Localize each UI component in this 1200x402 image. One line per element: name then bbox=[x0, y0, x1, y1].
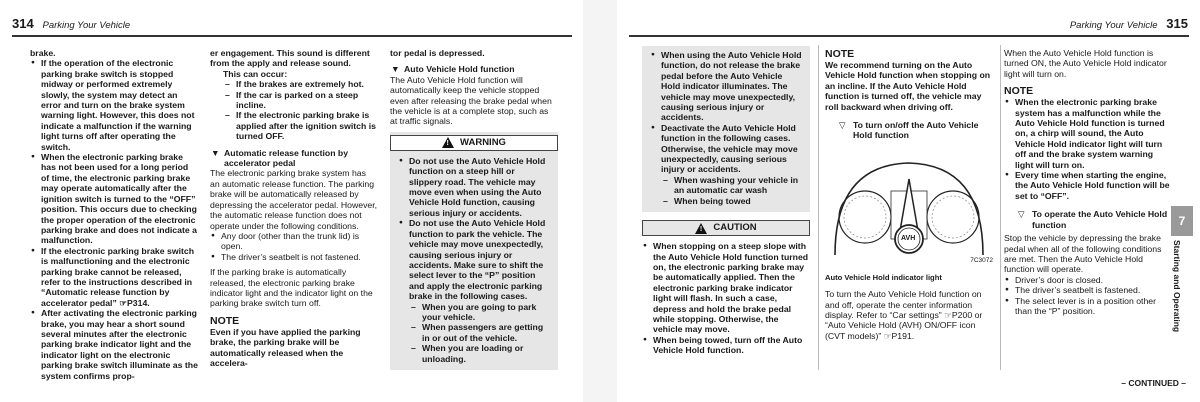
avh-indicator-label: AVH bbox=[901, 234, 916, 242]
paragraph: To turn the Auto Vehicle Hold function on and off, operate the center information display. Refer to “Car settings” ☞P200 or “Auto Vehicle Hold (AVH) ON/OFF icon (CVT models)” ☞P191. bbox=[825, 289, 983, 341]
triangle-down-icon: ▼ bbox=[211, 147, 220, 158]
list-item: ● When the electronic parking brake system has a malfunction while the Auto Vehicle Hold function is turned on, a chirp will sound, the Auto Vehicle Hold indicator light will turn off and the brake system warning light will turn on. bbox=[1004, 97, 1172, 170]
list-item: ● When being towed, turn off the Auto Vehicle Hold function. bbox=[642, 335, 810, 356]
list-item: ● When stopping on a steep slope with the Auto Vehicle Hold function turned on, the electronic parking brake may be automatically applied. Then the electronic parking brake indicator light will flash. In such a case, depress and hold the brake pedal while stopping. Otherwise, the vehicle may move. bbox=[642, 241, 810, 335]
subheading-text: To turn on/off the Auto Vehicle Hold function bbox=[853, 120, 979, 141]
list-item: ● After activating the electronic parking brake, you may hear a short sound several minutes after the electronic parking brake indicator light and the indicator light on the electronic parking brake switch illuminate as the system confirms prop- bbox=[30, 308, 198, 381]
section-tab: 7 bbox=[1171, 206, 1193, 236]
right-col-1 bbox=[642, 46, 810, 356]
caution-title: CAUTION bbox=[713, 221, 757, 233]
lead-text: er engagement. This sound is different from the apply and release sound. bbox=[210, 48, 370, 69]
list-item: – If the car is parked on a steep incline. bbox=[222, 90, 378, 111]
list-item: ● If the operation of the electronic parking brake switch is stopped midway or performed extremely slowly, the system may detect an error and turn on the brake system warning light. However, this does not indicate a malfunction if the warning light turns off after operating the switch. bbox=[30, 58, 198, 152]
page-number: 315 bbox=[1166, 16, 1188, 31]
list-item: ● When using the Auto Vehicle Hold function, do not release the brake pedal before the Auto Vehicle Hold indicator illuminates. The vehicle may move unexpectedly, causing serious injury or accidents. bbox=[650, 50, 802, 123]
lead-text: When the Auto Vehicle Hold function is turned ON, the Auto Vehicle Hold indicator light will turn on. bbox=[1004, 48, 1167, 79]
list-item: – When you are going to park your vehicle. bbox=[408, 302, 550, 323]
column-divider bbox=[1000, 45, 1001, 370]
subheading-text: To operate the Auto Vehicle Hold function bbox=[1032, 209, 1168, 230]
list-item: ● The select lever is in a position other than the “P” position. bbox=[1004, 296, 1172, 317]
subheading bbox=[839, 120, 995, 141]
triangle-down-icon: ▼ bbox=[391, 64, 400, 75]
occur-label: This can occur: bbox=[223, 68, 288, 79]
page-gutter bbox=[583, 0, 617, 402]
page-title: Parking Your Vehicle bbox=[42, 20, 131, 31]
section-heading bbox=[390, 64, 558, 74]
right-page bbox=[617, 0, 1200, 402]
paragraph: If the parking brake is automatically released, the electronic parking brake indicator light and the indicator light on the parking brake switch turn off. bbox=[210, 267, 373, 309]
list-item: – When you are loading or unloading. bbox=[408, 343, 550, 364]
list-item: – If the electronic parking brake is applied after the ignition switch is turned OFF. bbox=[222, 110, 378, 141]
list-item: – When washing your vehicle in an automatic car wash bbox=[660, 175, 802, 196]
heading-text: Auto Vehicle Hold function bbox=[404, 64, 515, 75]
header-rule bbox=[629, 35, 1189, 37]
right-col-3 bbox=[1004, 48, 1172, 316]
triangle-outline-icon: ▽ bbox=[839, 120, 846, 131]
lead-text: brake. bbox=[30, 48, 56, 58]
triangle-outline-icon: ▽ bbox=[1018, 209, 1025, 220]
header-rule bbox=[12, 35, 572, 37]
right-page-header bbox=[1070, 16, 1188, 32]
list-item: ● The driver’s seatbelt is fastened. bbox=[1004, 285, 1172, 295]
section-label-text: Starting and Operating bbox=[1172, 240, 1182, 333]
column-divider bbox=[818, 45, 819, 370]
paragraph: The electronic parking brake system has an automatic release function. The parking brake will be automatically released by depressing the accelerator pedal. However, the automatic release function does not operate under the following conditions. bbox=[210, 168, 378, 231]
list-item: ● Every time when starting the engine, the Auto Vehicle Hold function will be set to “OFF”. bbox=[1004, 170, 1172, 201]
subheading bbox=[1018, 209, 1172, 230]
section-heading bbox=[210, 148, 378, 169]
warning-icon: ! bbox=[442, 137, 454, 148]
caution-box bbox=[642, 220, 810, 355]
list-item: ● Deactivate the Auto Vehicle Hold function in the following cases. Otherwise, the vehicle may move unexpectedly, causing serious injury or accidents. bbox=[650, 123, 802, 175]
warning-header bbox=[390, 135, 558, 151]
section-label bbox=[1170, 240, 1194, 333]
heading-text: Automatic release function by accelerator pedal bbox=[224, 147, 349, 169]
figure-code: 7C3072 bbox=[970, 257, 993, 265]
note-text: We recommend turning on the Auto Vehicle Hold function when stopping on an incline. If the Auto Vehicle Hold function is turned off, the vehicle may roll backward when driving off. bbox=[825, 60, 991, 112]
paragraph: The Auto Vehicle Hold function will automatically keep the vehicle stopped even after releasing the brake pedal when the vehicle is at a complete stop, such as at traffic signals. bbox=[390, 74, 552, 127]
list-item: – When passengers are getting in or out of the vehicle. bbox=[408, 322, 550, 343]
paragraph: Stop the vehicle by depressing the brake pedal when all of the following conditions are met. Then the Auto Vehicle Hold function will operate. bbox=[1004, 233, 1162, 275]
left-col-3 bbox=[390, 48, 558, 370]
left-col-2 bbox=[210, 48, 378, 368]
left-page bbox=[0, 0, 583, 402]
note-title: NOTE bbox=[1004, 85, 1034, 98]
warning-title: WARNING bbox=[460, 136, 506, 148]
page-title: Parking Your Vehicle bbox=[1069, 20, 1158, 31]
list-item: ● If the electronic parking brake switch is malfunctioning and the electronic parking brake cannot be released, refer to the instructions described in “Automatic release function by accelerator pedal” ☞P314. bbox=[30, 246, 198, 308]
list-item: ● Do not use the Auto Vehicle Hold function on a steep hill or slippery road. The vehicle may move even when using the Auto Vehicle Hold function, causing serious injury or accidents. bbox=[398, 156, 550, 218]
lead-text: tor pedal is depressed. bbox=[390, 48, 485, 58]
note-title: NOTE bbox=[210, 314, 240, 327]
note-text: Even if you have applied the parking brake, the parking brake will be automatically released when the accelera- bbox=[210, 326, 361, 368]
left-page-header bbox=[12, 16, 130, 32]
note-title: NOTE bbox=[825, 48, 855, 60]
page-number: 314 bbox=[12, 16, 34, 31]
caution-icon: ! bbox=[695, 223, 707, 234]
list-item: ● Any door (other than the trunk lid) is open. bbox=[210, 231, 378, 252]
warning-box bbox=[390, 132, 558, 370]
caution-header bbox=[642, 220, 810, 236]
continued-label: – CONTINUED – bbox=[1121, 378, 1186, 388]
warning-box-continued bbox=[642, 46, 810, 212]
indicator-figure bbox=[825, 145, 993, 273]
list-item: ● When the electronic parking brake has not been used for a long period of time, the electronic parking brake may operate automatically after the ignition switch is turned to the “OFF” position. This occurs due to checking the proper operation of the electronic parking brake and does not indicate a malfunction. bbox=[30, 152, 198, 246]
right-col-2 bbox=[825, 48, 995, 341]
instrument-cluster-illustration bbox=[825, 145, 993, 273]
left-col-1 bbox=[30, 48, 198, 381]
list-item: – If the brakes are extremely hot. bbox=[222, 79, 378, 89]
figure-caption: Auto Vehicle Hold indicator light bbox=[825, 272, 942, 282]
list-item: ● The driver’s seatbelt is not fastened. bbox=[210, 252, 378, 262]
list-item: ● Do not use the Auto Vehicle Hold function to park the vehicle. The vehicle may move unexpectedly, causing serious injury or accidents. Make sure to shift the select lever to the “P” position and apply the electronic parking brake in the following cases. bbox=[398, 218, 550, 301]
list-item: ● Driver’s door is closed. bbox=[1004, 275, 1172, 285]
list-item: – When being towed bbox=[660, 196, 802, 206]
